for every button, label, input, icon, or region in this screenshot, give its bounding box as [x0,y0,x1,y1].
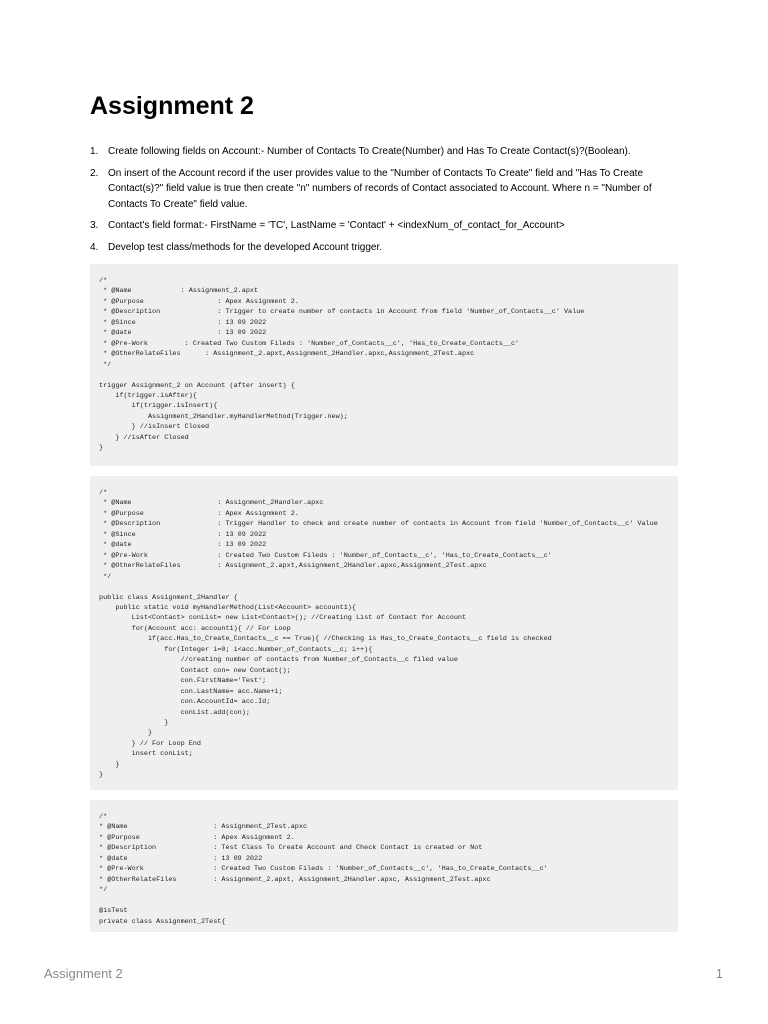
list-item [90,218,680,234]
code-block-trigger [90,264,678,466]
list-item-number: 3. [90,220,99,231]
code-text: /* * @Name : Assignment_2.apxt * @Purpose : Apex Assignment 2. * @Description : Trigger to create number of contacts in Account from field 'Number_of_Contacts__c' Value * @Since : 13 09 2022 * @date : 13 09 2022 * @Pre-Work : Created Two Custom Fileds : 'Number_of_Contacts__c', 'Has_to_Create_Contacts__c' * @OtherRelateFiles : Assignment_2.apxt,Assignment_2Handler.apxc,Assignment_2Test.apxc */ trigger Assignment_2 on Account (after insert) { if(trigger.isAfter){ if(trigger.isInsert){ Assignment_2Handler.myHandlerMethod(Trigger.new); } //isInsert Closed } //isAfter Closed } [99,277,585,453]
page-number: 1 [715,966,723,981]
list-item [90,240,680,256]
code-text: /* * @Name : Assignment_2Handler.apxc * @Purpose : Apex Assignment 2. * @Description : Trigger Handler to check and create number of contacts in Account from field 'Number_of_Contacts__c' Value * @Since : 13 09 2022 * @date : 13 09 2022 * @Pre-Work : Created Two Custom Fileds : 'Number_of_Contacts__c', 'Has_to_Create_Contacts__c' * @OtherRelateFiles : Assignment_2.apxt,Assignment_2Handler.apxc,Assignment_2Test.apxc */ public class Assignment_2Handler { public static void myHandlerMethod(List<Account> account1){ List<Contact> conList= new List<Contact>(); //Creating List of Contact for Account for(Account acc: account1){ // For Loop if(acc.Has_to_Create_Contacts__c == True){ //Checking is Has_to_Create_Contacts__c field is checked for(Integer i=0; i<acc.Number_of_Contacts__c; i++){ //creating number of contacts from Number_of_Contacts__c filed value Contact con= new Contact(); con.FirstName='Test'; con.LastName= acc.Name+i; con.AccountId= acc.Id; conList.add(con); } } } // For Loop End insert conList; } } [99,489,658,780]
list-item-text: Develop test class/methods for the developed Account trigger. [108,241,383,253]
list-item-text: On insert of the Account record if the user provides value to the "Number of Contacts To Create" field and "Has To Create Contact(s)?" field value is true then create "n" numbers of records of Contact associated to Account. Where n = "Number of Contacts To Create" field value. [108,167,652,210]
list-item [90,166,680,213]
footer-title: Assignment 2 [44,966,123,981]
list-item-number: 4. [90,241,99,253]
list-item-number: 1. [90,146,99,157]
page-title: Assignment 2 [90,92,254,120]
list-item-text: Create following fields on Account:- Number of Contacts To Create(Number) and Has To Create Contact(s)?(Boolean). [108,146,631,157]
task-list [90,144,680,261]
list-item-number: 2. [90,167,99,179]
code-block-test [90,800,678,932]
list-item-text: Contact's field format:- FirstName = 'TC', LastName = 'Contact' + <indexNum_of_contact_for_Account> [108,220,565,231]
list-item [90,144,680,160]
code-block-handler [90,476,678,790]
code-text: /* * @Name : Assignment_2Test.apxc * @Purpose : Apex Assignment 2. * @Description : Test Class To Create Account and Check Contact is created or Not * @date : 13 09 2022 * @Pre-Work : Created Two Custom Fileds : 'Number_of_Contacts__c', 'Has_to_Create_Contacts__c' * @OtherRelateFiles : Assignment_2.apxt, Assignment_2Handler.apxc, Assignment_2Test.apxc */ @isTest private class Assignment_2Test{ [99,813,548,926]
